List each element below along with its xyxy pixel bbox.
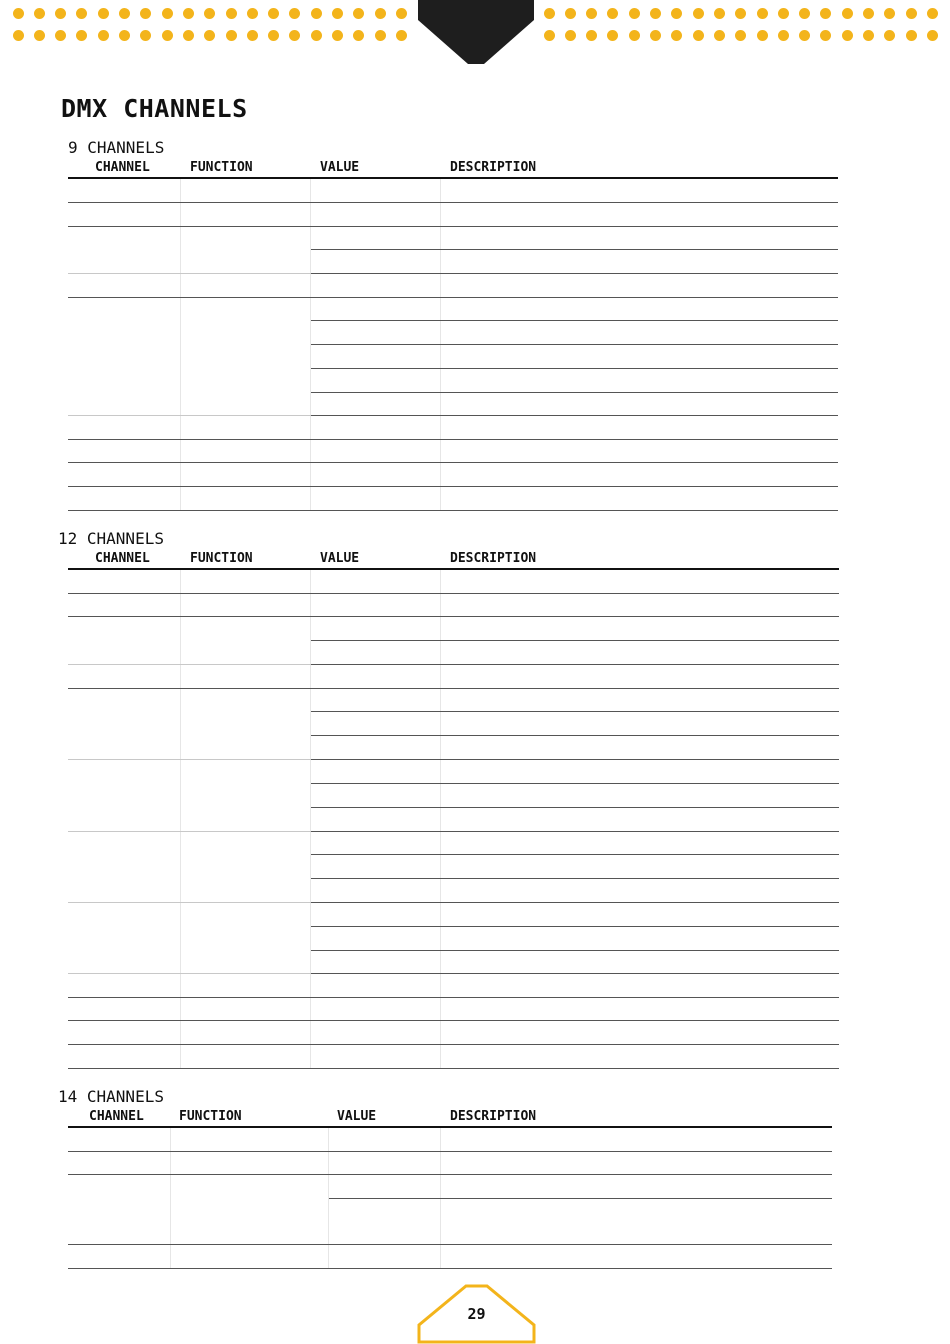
- decorative-dot: [586, 8, 597, 19]
- decorative-dot: [34, 30, 45, 41]
- decorative-dot: [629, 30, 640, 41]
- decorative-dot: [693, 8, 704, 19]
- decorative-dot: [565, 30, 576, 41]
- table-row-rule: [311, 273, 838, 274]
- decorative-dot: [544, 30, 555, 41]
- decorative-dot: [353, 30, 364, 41]
- table-row-rule: [311, 950, 839, 951]
- table-row-rule: [311, 878, 839, 879]
- decorative-dot: [757, 8, 768, 19]
- page-title: DMX CHANNELS: [61, 94, 248, 123]
- decorative-dot: [544, 8, 555, 19]
- decorative-dot: [332, 8, 343, 19]
- decorative-dot: [375, 8, 386, 19]
- decorative-dot: [586, 30, 597, 41]
- decorative-dot: [311, 30, 322, 41]
- table-row-rule: [68, 1174, 832, 1175]
- page-number: 29: [467, 1305, 486, 1323]
- col-header-description: DESCRIPTION: [450, 551, 537, 566]
- table-row-rule: [68, 486, 838, 487]
- table-row-rule: [329, 1198, 832, 1199]
- decorative-dot: [906, 30, 917, 41]
- decorative-dot: [247, 30, 258, 41]
- table-row-rule: [311, 640, 839, 641]
- col-header-channel: CHANNEL: [95, 160, 150, 175]
- decorative-dot: [289, 8, 300, 19]
- decorative-dot: [162, 30, 173, 41]
- decorative-dot: [396, 8, 407, 19]
- decorative-dot: [820, 8, 831, 19]
- decorative-dot: [34, 8, 45, 19]
- decorative-dot: [76, 8, 87, 19]
- decorative-dot: [226, 8, 237, 19]
- decorative-dot: [268, 8, 279, 19]
- col-header-value: VALUE: [337, 1109, 377, 1124]
- decorative-dot: [757, 30, 768, 41]
- table-row-rule: [68, 415, 311, 416]
- table-row-rule: [68, 973, 311, 974]
- decorative-dot: [884, 30, 895, 41]
- header-dot-pattern-right: [540, 0, 950, 50]
- table-row-rule: [311, 831, 839, 832]
- decorative-dot: [247, 8, 258, 19]
- decorative-dot: [353, 8, 364, 19]
- section-title: 14 CHANNELS: [58, 1087, 164, 1106]
- decorative-dot: [671, 30, 682, 41]
- decorative-dot: [714, 8, 725, 19]
- decorative-dot: [396, 30, 407, 41]
- table-row-rule: [68, 1068, 839, 1069]
- decorative-dot: [55, 8, 66, 19]
- table-row-rule: [68, 1244, 832, 1245]
- table-row-rule: [311, 902, 839, 903]
- decorative-dot: [693, 30, 704, 41]
- section-title: 12 CHANNELS: [58, 529, 164, 548]
- table-row-rule: [68, 1151, 832, 1152]
- table-row-rule: [311, 368, 838, 369]
- decorative-dot: [650, 30, 661, 41]
- table-row-rule: [311, 392, 838, 393]
- table-row-rule: [68, 616, 839, 617]
- decorative-dot: [735, 8, 746, 19]
- table-row-rule: [311, 759, 839, 760]
- decorative-dot: [140, 8, 151, 19]
- decorative-dot: [332, 30, 343, 41]
- decorative-dot: [778, 8, 789, 19]
- table-header-rule: [68, 568, 839, 570]
- decorative-dot: [204, 30, 215, 41]
- col-header-function: FUNCTION: [190, 160, 253, 175]
- decorative-dot: [820, 30, 831, 41]
- decorative-dot: [183, 8, 194, 19]
- decorative-dot: [98, 30, 109, 41]
- decorative-dot: [842, 30, 853, 41]
- table-row-rule: [311, 415, 838, 416]
- decorative-dot: [863, 8, 874, 19]
- col-header-description: DESCRIPTION: [450, 160, 537, 175]
- decorative-dot: [183, 30, 194, 41]
- table-row-rule: [311, 807, 839, 808]
- table-row-rule: [68, 462, 838, 463]
- decorative-dot: [842, 8, 853, 19]
- col-header-description: DESCRIPTION: [450, 1109, 537, 1124]
- decorative-dot: [607, 8, 618, 19]
- table-row-rule: [68, 759, 311, 760]
- decorative-dot: [375, 30, 386, 41]
- col-header-channel: CHANNEL: [95, 551, 150, 566]
- decorative-dot: [98, 8, 109, 19]
- table-row-rule: [68, 997, 839, 998]
- decorative-dot: [927, 8, 938, 19]
- decorative-dot: [778, 30, 789, 41]
- col-header-channel: CHANNEL: [89, 1109, 144, 1124]
- decorative-dot: [799, 30, 810, 41]
- decorative-dot: [863, 30, 874, 41]
- table-row-rule: [311, 344, 838, 345]
- table-row-rule: [311, 711, 839, 712]
- table-row-rule: [311, 926, 839, 927]
- section-title: 9 CHANNELS: [68, 138, 165, 157]
- table-row-rule: [68, 688, 839, 689]
- table-row-rule: [68, 1020, 839, 1021]
- table-row-rule: [68, 831, 311, 832]
- table-row-rule: [311, 783, 839, 784]
- table-row-rule: [68, 297, 838, 298]
- decorative-dot: [629, 8, 640, 19]
- column-divider: [170, 1128, 171, 1268]
- table-row-rule: [311, 664, 839, 665]
- decorative-dot: [906, 8, 917, 19]
- decorative-dot: [311, 8, 322, 19]
- table-row-rule: [68, 593, 839, 594]
- decorative-dot: [13, 30, 24, 41]
- decorative-dot: [607, 30, 618, 41]
- column-divider: [180, 570, 181, 1068]
- decorative-dot: [226, 30, 237, 41]
- col-header-value: VALUE: [320, 160, 360, 175]
- header-tab-shape: [418, 0, 534, 66]
- decorative-dot: [735, 30, 746, 41]
- decorative-dot: [268, 30, 279, 41]
- col-header-value: VALUE: [320, 551, 360, 566]
- table-row-rule: [311, 973, 839, 974]
- table-row-rule: [311, 249, 838, 250]
- decorative-dot: [884, 8, 895, 19]
- decorative-dot: [162, 8, 173, 19]
- table-row-rule: [68, 273, 311, 274]
- table-row-rule: [68, 439, 838, 440]
- table-row-rule: [68, 226, 838, 227]
- decorative-dot: [119, 30, 130, 41]
- header-tab-polygon: [418, 0, 534, 64]
- col-header-function: FUNCTION: [179, 1109, 242, 1124]
- column-divider: [180, 179, 181, 510]
- decorative-dot: [650, 8, 661, 19]
- header-dot-pattern-left: [0, 0, 410, 50]
- table-header-rule: [68, 1126, 832, 1128]
- table-row-rule: [68, 1044, 839, 1045]
- table-row-rule: [311, 320, 838, 321]
- table-header-rule: [68, 177, 838, 179]
- table-row-rule: [68, 902, 311, 903]
- table-row-rule: [311, 735, 839, 736]
- decorative-dot: [671, 8, 682, 19]
- decorative-dot: [76, 30, 87, 41]
- table-row-rule: [68, 1268, 832, 1269]
- decorative-dot: [204, 8, 215, 19]
- decorative-dot: [55, 30, 66, 41]
- table-row-rule: [68, 510, 838, 511]
- decorative-dot: [799, 8, 810, 19]
- col-header-function: FUNCTION: [190, 551, 253, 566]
- decorative-dot: [565, 8, 576, 19]
- column-divider: [440, 570, 441, 1068]
- decorative-dot: [714, 30, 725, 41]
- table-row-rule: [311, 854, 839, 855]
- decorative-dot: [119, 8, 130, 19]
- table-row-rule: [68, 202, 838, 203]
- table-row-rule: [68, 664, 311, 665]
- decorative-dot: [140, 30, 151, 41]
- decorative-dot: [289, 30, 300, 41]
- decorative-dot: [927, 30, 938, 41]
- decorative-dot: [13, 8, 24, 19]
- column-divider: [310, 570, 311, 1068]
